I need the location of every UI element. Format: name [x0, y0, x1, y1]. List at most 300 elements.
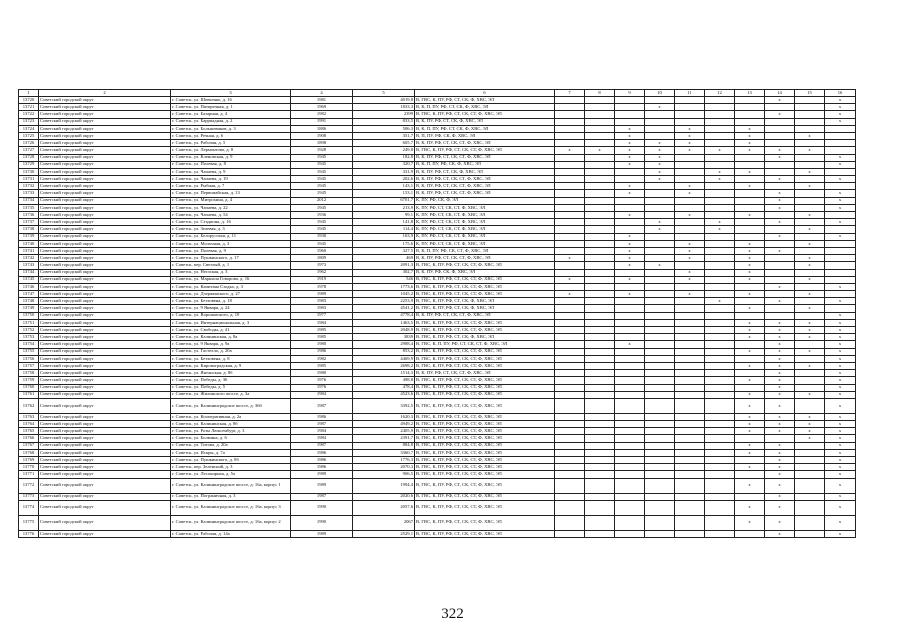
mark-cell-col-15	[795, 298, 825, 305]
address-cell: г. Советск, ул. Шевченко, д. 16	[171, 97, 291, 104]
mark-cell-col-16: х	[825, 464, 856, 471]
mark-cell-col-13: х	[735, 464, 765, 471]
row-id-cell: 13762	[19, 398, 39, 413]
area-cell: 2988,4	[353, 341, 415, 348]
mark-cell-col-15: х	[795, 183, 825, 190]
works-cell: В, ГВС, К, ПУ, РФ, СТ, СК, СТ, Ф, ХВС, ЭЛ	[415, 449, 555, 456]
area-cell: 1773,6	[353, 283, 415, 290]
mark-cell-col-15: х	[795, 240, 825, 247]
mark-cell-col-7	[555, 212, 585, 219]
address-cell: г. Советск, ул. Стадиона, д. 16	[171, 219, 291, 226]
mark-cell-col-7	[555, 197, 585, 204]
table-row	[19, 168, 856, 175]
mark-cell-col-9	[615, 219, 645, 226]
works-cell: В, ГВС, К, ПУ, РФ, СТ, СК, СТ, Ф, ХВС, ЭЛ	[415, 291, 555, 298]
table-row	[19, 298, 856, 305]
mark-cell-col-11	[675, 111, 705, 118]
mark-cell-col-16: х	[825, 341, 856, 348]
year-cell: 2012	[291, 197, 353, 204]
mark-cell-col-14	[765, 226, 795, 233]
table-row	[19, 348, 856, 355]
mark-cell-col-15: х	[795, 168, 825, 175]
address-cell: г. Советск, ул. Пушкинского, д. 8б	[171, 457, 291, 464]
mark-cell-col-16	[825, 125, 856, 132]
mark-cell-col-14: х	[765, 515, 795, 530]
mark-cell-col-15	[795, 355, 825, 362]
year-cell: 1983	[291, 298, 353, 305]
address-cell: г. Советск, ул. Кленовская, д. 9	[171, 154, 291, 161]
mark-cell-col-8	[585, 262, 615, 269]
mark-cell-col-8	[585, 104, 615, 111]
mark-cell-col-9: х	[615, 255, 645, 262]
mark-cell-col-16	[825, 305, 856, 312]
table-row	[19, 421, 856, 428]
district-cell: Советский городской округ	[39, 276, 171, 283]
mark-cell-col-12	[705, 262, 735, 269]
mark-cell-col-13	[735, 341, 765, 348]
mark-cell-col-14: х	[765, 471, 795, 478]
year-cell: 1986	[291, 464, 353, 471]
address-cell: г. Советск, ул. Калининская, д. 8б	[171, 421, 291, 428]
mark-cell-col-7	[555, 398, 585, 413]
address-cell: г. Советск, ул. Победы, д. 36	[171, 377, 291, 384]
mark-cell-col-16: х	[825, 334, 856, 341]
mark-cell-col-8	[585, 269, 615, 276]
mark-cell-col-9	[615, 530, 645, 537]
table-row	[19, 362, 856, 369]
mark-cell-col-8	[585, 377, 615, 384]
mark-cell-col-9	[615, 327, 645, 334]
mark-cell-col-16: х	[825, 457, 856, 464]
district-cell: Советский городской округ	[39, 305, 171, 312]
mark-cell-col-11	[675, 168, 705, 175]
mark-cell-col-11	[675, 398, 705, 413]
area-cell: 546	[353, 276, 415, 283]
mark-cell-col-10	[645, 233, 675, 240]
address-cell: г. Советск, ул. 9 Января, д. 24	[171, 305, 291, 312]
district-cell: Советский городской округ	[39, 435, 171, 442]
mark-cell-col-11	[675, 457, 705, 464]
row-id-cell: 13728	[19, 154, 39, 161]
mark-cell-col-16: х	[825, 398, 856, 413]
mark-cell-col-15	[795, 233, 825, 240]
row-id-cell: 13725	[19, 132, 39, 139]
mark-cell-col-9	[615, 428, 645, 435]
mark-cell-col-16: х	[825, 233, 856, 240]
row-id-cell: 13765	[19, 428, 39, 435]
header-cell: 1	[19, 90, 39, 97]
district-cell: Советский городской округ	[39, 204, 171, 211]
mark-cell-col-10	[645, 291, 675, 298]
mark-cell-col-16: х	[825, 435, 856, 442]
mark-cell-col-9: х	[615, 247, 645, 254]
mark-cell-col-7	[555, 154, 585, 161]
mark-cell-col-15	[795, 515, 825, 530]
table-row	[19, 530, 856, 537]
address-cell: г. Советск, ул. Бетховена, д. 18	[171, 298, 291, 305]
address-cell: г. Советск, ул. Болмина, д. 6	[171, 435, 291, 442]
mark-cell-col-15	[795, 464, 825, 471]
mark-cell-col-14	[765, 262, 795, 269]
mark-cell-col-8	[585, 355, 615, 362]
mark-cell-col-16	[825, 255, 856, 262]
mark-cell-col-12	[705, 464, 735, 471]
mark-cell-col-16: х	[825, 530, 856, 537]
works-cell: В, К, ПУ, РФ, СТ, СК, СТ, Ф, ХВС, ЭЛ	[415, 255, 555, 262]
works-cell: В, К, П, ПУ, РФ, СК, СТ, Ф, ХВС, ЭЛ	[415, 247, 555, 254]
mark-cell-col-13	[735, 219, 765, 226]
mark-cell-col-9	[615, 97, 645, 104]
mark-cell-col-10	[645, 348, 675, 355]
district-cell: Советский городской округ	[39, 298, 171, 305]
area-cell: 2091,3	[353, 262, 415, 269]
mark-cell-col-9	[615, 334, 645, 341]
header-cell: 6	[415, 90, 555, 97]
mark-cell-col-15: х	[795, 305, 825, 312]
row-id-cell: 13729	[19, 161, 39, 168]
mark-cell-col-7	[555, 435, 585, 442]
mark-cell-col-8	[585, 212, 615, 219]
mark-cell-col-14: х	[765, 319, 795, 326]
area-cell: 2048,9	[353, 327, 415, 334]
row-id-cell: 13768	[19, 449, 39, 456]
mark-cell-col-16	[825, 212, 856, 219]
mark-cell-col-14	[765, 168, 795, 175]
mark-cell-col-13: х	[735, 247, 765, 254]
address-cell: г. Советск, ул. Кировоградская, д. 9	[171, 362, 291, 369]
area-cell: 3392,5	[353, 398, 415, 413]
mark-cell-col-16: х	[825, 204, 856, 211]
row-id-cell: 13769	[19, 457, 39, 464]
table-row	[19, 140, 856, 147]
district-cell: Советский городской округ	[39, 348, 171, 355]
year-cell: 1973	[291, 262, 353, 269]
mark-cell-col-13: х	[735, 478, 765, 493]
mark-cell-col-15	[795, 204, 825, 211]
mark-cell-col-8	[585, 362, 615, 369]
mark-cell-col-14: х	[765, 233, 795, 240]
table-row	[19, 384, 856, 391]
mark-cell-col-14: х	[765, 500, 795, 515]
area-cell: 478,4	[353, 384, 415, 391]
area-cell: 1620,3	[353, 413, 415, 420]
address-cell: г. Советск, ул. Титова, д. 20а	[171, 442, 291, 449]
mark-cell-col-10	[645, 204, 675, 211]
mark-cell-col-7	[555, 125, 585, 132]
area-cell: 1833,3	[353, 104, 415, 111]
mark-cell-col-7	[555, 355, 585, 362]
mark-cell-col-16: х	[825, 118, 856, 125]
mark-cell-col-7	[555, 421, 585, 428]
mark-cell-col-12	[705, 377, 735, 384]
mark-cell-col-8	[585, 233, 615, 240]
mark-cell-col-10	[645, 413, 675, 420]
mark-cell-col-7	[555, 362, 585, 369]
row-id-cell: 13756	[19, 355, 39, 362]
mark-cell-col-16: х	[825, 413, 856, 420]
mark-cell-col-16	[825, 276, 856, 283]
mark-cell-col-7	[555, 247, 585, 254]
row-id-cell: 13743	[19, 262, 39, 269]
mark-cell-col-13: х	[735, 291, 765, 298]
row-id-cell: 13748	[19, 298, 39, 305]
area-cell: 4949,2	[353, 421, 415, 428]
mark-cell-col-10: х	[645, 154, 675, 161]
year-cell: 1983	[291, 305, 353, 312]
mark-cell-col-12	[705, 391, 735, 398]
year-cell: 1981	[291, 97, 353, 104]
district-cell: Советский городской округ	[39, 118, 171, 125]
mark-cell-col-7	[555, 305, 585, 312]
mark-cell-col-13: х	[735, 276, 765, 283]
mark-cell-col-12	[705, 283, 735, 290]
mark-cell-col-7	[555, 341, 585, 348]
district-cell: Советский городской округ	[39, 515, 171, 530]
mark-cell-col-15: х	[795, 435, 825, 442]
mark-cell-col-13: х	[735, 140, 765, 147]
mark-cell-col-7	[555, 464, 585, 471]
row-id-cell: 13747	[19, 291, 39, 298]
mark-cell-col-8	[585, 197, 615, 204]
address-cell: г. Советск, ул. Первомайская, д. 13	[171, 190, 291, 197]
works-cell: В, ГВС, К, ПУ, РФ, СТ, СК, СТ, Ф, ХВС, ЭЛ	[415, 500, 555, 515]
row-id-cell: 13758	[19, 370, 39, 377]
mark-cell-col-9: х	[615, 262, 645, 269]
mark-cell-col-7	[555, 428, 585, 435]
mark-cell-col-7	[555, 377, 585, 384]
mark-cell-col-9: х	[615, 140, 645, 147]
mark-cell-col-13	[735, 370, 765, 377]
mark-cell-col-7: х	[555, 291, 585, 298]
mark-cell-col-15	[795, 370, 825, 377]
mark-cell-col-13	[735, 226, 765, 233]
mark-cell-col-12	[705, 291, 735, 298]
mark-cell-col-7	[555, 413, 585, 420]
area-cell: 1994,4	[353, 478, 415, 493]
year-cell: 1945	[291, 161, 353, 168]
mark-cell-col-15	[795, 449, 825, 456]
table-row	[19, 197, 856, 204]
mark-cell-col-14: х	[765, 370, 795, 377]
address-cell: г. Советск, ул. Чапаева, д. 22	[171, 204, 291, 211]
mark-cell-col-15	[795, 140, 825, 147]
mark-cell-col-15	[795, 471, 825, 478]
mark-cell-col-13: х	[735, 168, 765, 175]
mark-cell-col-16: х	[825, 362, 856, 369]
mark-cell-col-10	[645, 341, 675, 348]
mark-cell-col-13: х	[735, 334, 765, 341]
row-id-cell: 13730	[19, 168, 39, 175]
area-cell: 2399	[353, 111, 415, 118]
mark-cell-col-16: х	[825, 428, 856, 435]
mark-cell-col-15	[795, 190, 825, 197]
year-cell: 1985	[291, 362, 353, 369]
district-cell: Советский городской округ	[39, 421, 171, 428]
mark-cell-col-11: х	[675, 255, 705, 262]
mark-cell-col-16: х	[825, 471, 856, 478]
district-cell: Советский городской округ	[39, 176, 171, 183]
row-id-cell: 13772	[19, 478, 39, 493]
mark-cell-col-9	[615, 298, 645, 305]
header-cell: 2	[39, 90, 171, 97]
mark-cell-col-15	[795, 269, 825, 276]
mark-cell-col-13: х	[735, 147, 765, 154]
mark-cell-col-10	[645, 132, 675, 139]
mark-cell-col-11	[675, 421, 705, 428]
mark-cell-col-16: х	[825, 391, 856, 398]
address-cell: г. Советск, ул. Речная, д. 6	[171, 132, 291, 139]
mark-cell-col-12	[705, 530, 735, 537]
mark-cell-col-16: х	[825, 500, 856, 515]
works-cell: В, К, ПУ, РФ, СТ, СК, СТ, Ф, ХВС, ЭЛ	[415, 370, 555, 377]
area-cell: 1045,2	[353, 291, 415, 298]
district-cell: Советский городской округ	[39, 197, 171, 204]
row-id-cell: 13751	[19, 319, 39, 326]
mark-cell-col-12	[705, 370, 735, 377]
mark-cell-col-8	[585, 464, 615, 471]
year-cell: 1945	[291, 190, 353, 197]
mark-cell-col-14: х	[765, 398, 795, 413]
mark-cell-col-9: х	[615, 190, 645, 197]
mark-cell-col-9	[615, 421, 645, 428]
mark-cell-col-12	[705, 421, 735, 428]
mark-cell-col-14	[765, 183, 795, 190]
mark-cell-col-16: х	[825, 348, 856, 355]
row-id-cell: 13774	[19, 500, 39, 515]
district-cell: Советский городской округ	[39, 262, 171, 269]
row-id-cell: 13723	[19, 118, 39, 125]
year-cell: 1990	[291, 515, 353, 530]
mark-cell-col-16	[825, 168, 856, 175]
mark-cell-col-14: х	[765, 478, 795, 493]
header-cell: 9	[615, 90, 645, 97]
mark-cell-col-15: х	[795, 291, 825, 298]
works-cell: В, К, ПУ, РФ, СТ, СК, СТ, Ф, ХВС, ЭЛ	[415, 176, 555, 183]
works-cell: К, ПУ, РФ, СТ, СК, СТ, Ф, ХВС, ЭЛ	[415, 233, 555, 240]
mark-cell-col-7	[555, 240, 585, 247]
mark-cell-col-11	[675, 219, 705, 226]
mark-cell-col-15	[795, 442, 825, 449]
mark-cell-col-10	[645, 283, 675, 290]
works-cell: В, К, ПУ, РФ, СТ, СК, СТ, Ф, ХВС, ЭЛ	[415, 312, 555, 319]
mark-cell-col-11	[675, 384, 705, 391]
row-id-cell: 13738	[19, 226, 39, 233]
mark-cell-col-14: х	[765, 334, 795, 341]
year-cell: 1919	[291, 276, 353, 283]
mark-cell-col-9	[615, 464, 645, 471]
mark-cell-col-13: х	[735, 348, 765, 355]
mark-cell-col-7	[555, 530, 585, 537]
address-cell: г. Советск, ул. Калининградское шоссе, д. 16а, корпус 3	[171, 500, 291, 515]
row-id-cell: 13722	[19, 111, 39, 118]
mark-cell-col-15: х	[795, 212, 825, 219]
mark-cell-col-14	[765, 255, 795, 262]
mark-cell-col-15: х	[795, 255, 825, 262]
table-row	[19, 226, 856, 233]
year-cell: 1986	[291, 413, 353, 420]
row-id-cell: 13744	[19, 269, 39, 276]
mark-cell-col-10	[645, 377, 675, 384]
district-cell: Советский городской округ	[39, 457, 171, 464]
row-id-cell: 13721	[19, 104, 39, 111]
mark-cell-col-10	[645, 442, 675, 449]
mark-cell-col-8	[585, 413, 615, 420]
mark-cell-col-10	[645, 298, 675, 305]
mark-cell-col-16	[825, 183, 856, 190]
mark-cell-col-12	[705, 435, 735, 442]
mark-cell-col-7	[555, 219, 585, 226]
header-cell: 16	[825, 90, 856, 97]
area-cell: 202,6	[353, 176, 415, 183]
mark-cell-col-11	[675, 283, 705, 290]
mark-cell-col-7	[555, 312, 585, 319]
mark-cell-col-7	[555, 449, 585, 456]
table-row	[19, 111, 856, 118]
mark-cell-col-16: х	[825, 478, 856, 493]
district-cell: Советский городской округ	[39, 500, 171, 515]
area-cell: 4523,6	[353, 391, 415, 398]
mark-cell-col-8	[585, 457, 615, 464]
mark-cell-col-9	[615, 377, 645, 384]
mark-cell-col-13	[735, 197, 765, 204]
mark-cell-col-9	[615, 305, 645, 312]
mark-cell-col-13	[735, 355, 765, 362]
year-cell: 1977	[291, 312, 353, 319]
works-cell: В, ГВС, К, ПУ, РФ, СТ, СК, СТ, Ф, ХВС, ЭЛ	[415, 457, 555, 464]
mark-cell-col-14: х	[765, 464, 795, 471]
mark-cell-col-13	[735, 118, 765, 125]
year-cell: 1908	[291, 132, 353, 139]
mark-cell-col-7	[555, 334, 585, 341]
row-id-cell: 13763	[19, 413, 39, 420]
mark-cell-col-12	[705, 493, 735, 500]
area-cell: 4469,9	[353, 355, 415, 362]
mark-cell-col-16: х	[825, 515, 856, 530]
table-row	[19, 283, 856, 290]
mark-cell-col-10: х	[645, 147, 675, 154]
mark-cell-col-7	[555, 478, 585, 493]
year-cell: 1969	[291, 104, 353, 111]
mark-cell-col-7	[555, 442, 585, 449]
year-cell: 1945	[291, 168, 353, 175]
mark-cell-col-12	[705, 348, 735, 355]
header-cell: 5	[353, 90, 415, 97]
mark-cell-col-13: х	[735, 125, 765, 132]
mark-cell-col-16	[825, 269, 856, 276]
mark-cell-col-15: х	[795, 327, 825, 334]
mark-cell-col-11	[675, 319, 705, 326]
mark-cell-col-8	[585, 500, 615, 515]
mark-cell-col-13: х	[735, 377, 765, 384]
table-row	[19, 449, 856, 456]
mark-cell-col-14: х	[765, 377, 795, 384]
mark-cell-col-9: х	[615, 161, 645, 168]
mark-cell-col-8	[585, 391, 615, 398]
mark-cell-col-11: х	[675, 147, 705, 154]
mark-cell-col-9: х	[615, 154, 645, 161]
mark-cell-col-16: х	[825, 493, 856, 500]
year-cell: 1987	[291, 421, 353, 428]
mark-cell-col-11	[675, 391, 705, 398]
row-id-cell: 13720	[19, 97, 39, 104]
row-id-cell: 13733	[19, 190, 39, 197]
mark-cell-col-9	[615, 478, 645, 493]
district-cell: Советский городской округ	[39, 334, 171, 341]
mark-cell-col-15	[795, 104, 825, 111]
mark-cell-col-14	[765, 291, 795, 298]
mark-cell-col-8	[585, 493, 615, 500]
year-cell: 1980	[291, 370, 353, 377]
